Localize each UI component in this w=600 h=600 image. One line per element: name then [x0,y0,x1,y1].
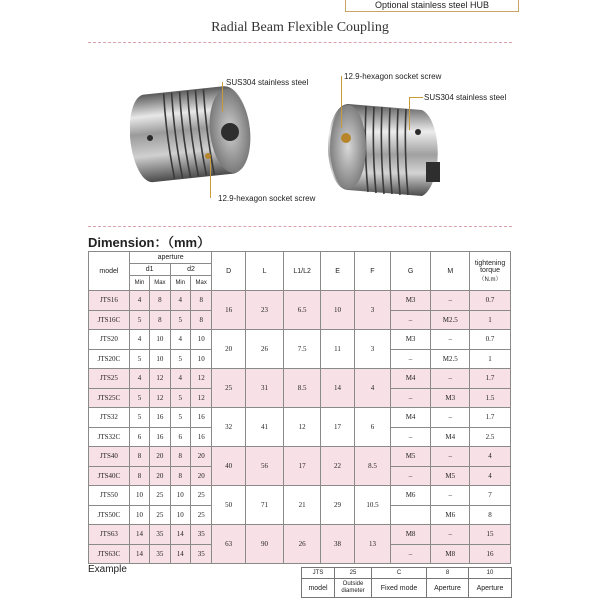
cell-L1L2: 7.5 [284,330,321,369]
callout-right-screw: 12.9-hexagon socket screw [344,72,442,81]
cell-M: – [431,408,470,428]
example-label: Example [88,564,127,575]
cell-D: 50 [212,486,245,525]
cell-G: M8 [390,525,431,545]
cell-M: M2.5 [431,310,470,330]
cell-M: – [431,486,470,506]
cell-d1max: 12 [150,369,170,389]
cell-D: 16 [212,291,245,330]
cell-d2max: 8 [190,310,211,330]
cell-d1max: 35 [150,544,170,564]
cell-d2min: 4 [170,369,190,389]
cell-d1max: 10 [150,330,170,350]
cell-torque: 0.7 [470,291,511,311]
table-row [89,369,511,389]
col-header-d1: d1 [129,264,170,276]
cell-d1min: 6 [129,427,149,447]
cell-d2min: 5 [170,388,190,408]
cell-d1min: 4 [129,369,149,389]
cell-G: – [390,427,431,447]
cell-F: 13 [355,525,390,564]
col-header-L: L [245,252,284,291]
cell-M: – [431,291,470,311]
cell-d1min: 5 [129,349,149,369]
cell-d1max: 25 [150,486,170,506]
example-code: 10 [469,568,512,579]
example-code: C [372,568,427,579]
cell-d2max: 10 [190,330,211,350]
cell-torque: 1.5 [470,388,511,408]
cell-model: JTS20 [89,330,130,350]
col-header-d1-min: Min [129,276,149,291]
callout-left-material: SUS304 stainless steel [226,78,309,87]
cell-F: 4 [355,369,390,408]
table-row [89,291,511,311]
example-meaning: Fixed mode [372,579,427,598]
cell-d1max: 25 [150,505,170,525]
cell-L: 56 [245,447,284,486]
callout-left-screw: 12.9-hexagon socket screw [218,194,316,203]
cell-F: 10.5 [355,486,390,525]
cell-torque: 16 [470,544,511,564]
cell-torque: 1 [470,310,511,330]
col-header-d2-min: Min [170,276,190,291]
cell-d1min: 8 [129,447,149,467]
cell-M: M4 [431,427,470,447]
cell-d2max: 20 [190,466,211,486]
cell-E: 14 [320,369,354,408]
cell-d1max: 35 [150,525,170,545]
cell-G: M4 [390,408,431,428]
cell-d1min: 10 [129,505,149,525]
col-header-M: M [431,252,470,291]
cell-L: 90 [245,525,284,564]
col-header-F: F [355,252,390,291]
cell-L1L2: 6.5 [284,291,321,330]
col-header-E: E [320,252,354,291]
cell-D: 40 [212,447,245,486]
section-divider [88,226,512,227]
cell-d2max: 35 [190,544,211,564]
cell-model: JTS25 [89,369,130,389]
cell-d1max: 8 [150,291,170,311]
cell-L1L2: 12 [284,408,321,447]
cell-d2max: 35 [190,525,211,545]
dimension-table [88,251,511,564]
example-meaning: Outside diameter [335,579,372,598]
cell-d1max: 12 [150,388,170,408]
cell-E: 38 [320,525,354,564]
cell-model: JTS16 [89,291,130,311]
table-row [89,447,511,467]
example-code: 25 [335,568,372,579]
cell-G: M3 [390,330,431,350]
cell-D: 63 [212,525,245,564]
cell-E: 22 [320,447,354,486]
cell-d1max: 20 [150,466,170,486]
cell-d2min: 10 [170,505,190,525]
cell-G: – [390,310,431,330]
cell-G: M3 [390,291,431,311]
cell-model: JTS32 [89,408,130,428]
cell-d1max: 8 [150,310,170,330]
cell-L1L2: 17 [284,447,321,486]
cell-model: JTS32C [89,427,130,447]
cell-G: M5 [390,447,431,467]
torque-unit: （N.m） [478,276,502,283]
table-row [89,486,511,506]
cell-model: JTS16C [89,310,130,330]
cell-torque: 8 [470,505,511,525]
coupling-photo-left [130,76,260,186]
cell-F: 8.5 [355,447,390,486]
cell-d2min: 5 [170,408,190,428]
cell-d2max: 25 [190,486,211,506]
col-header-d1-max: Max [150,276,170,291]
cell-d1min: 5 [129,408,149,428]
cell-M: M8 [431,544,470,564]
cell-d1min: 5 [129,388,149,408]
cell-d2min: 4 [170,291,190,311]
table-row [89,408,511,428]
cell-model: JTS25C [89,388,130,408]
cell-L: 26 [245,330,284,369]
cell-d2min: 10 [170,486,190,506]
example-table [301,567,512,598]
cell-L1L2: 8.5 [284,369,321,408]
cell-L: 71 [245,486,284,525]
cell-d2min: 6 [170,427,190,447]
cell-G: – [390,349,431,369]
cell-torque: 1.7 [470,408,511,428]
cell-G: – [390,388,431,408]
cell-d2max: 16 [190,408,211,428]
title-divider [88,42,512,43]
cell-L: 23 [245,291,284,330]
cell-model: JTS20C [89,349,130,369]
cell-d2min: 5 [170,349,190,369]
cell-d2max: 25 [190,505,211,525]
col-header-aperture: aperture [129,252,212,264]
table-row [89,330,511,350]
table-row [89,525,511,545]
col-header-d2: d2 [170,264,212,276]
cell-model: JTS40C [89,466,130,486]
cell-G: – [390,466,431,486]
cell-d1min: 5 [129,310,149,330]
cell-d1min: 14 [129,544,149,564]
cell-d1max: 16 [150,427,170,447]
cell-F: 3 [355,330,390,369]
col-header-D: D [212,252,245,291]
cell-model: JTS50 [89,486,130,506]
leader-line [341,76,343,128]
cell-E: 10 [320,291,354,330]
cell-M: M2.5 [431,349,470,369]
cell-d1max: 16 [150,408,170,428]
cell-D: 20 [212,330,245,369]
cell-G: M6 [390,486,431,506]
cell-d2min: 14 [170,525,190,545]
callout-right-material: SUS304 stainless steel [424,93,507,102]
leader-line [222,82,224,112]
cell-L1L2: 26 [284,525,321,564]
cell-M: – [431,369,470,389]
example-meaning: Aperture [469,579,512,598]
cell-d1min: 8 [129,466,149,486]
cell-L: 41 [245,408,284,447]
cell-M: M6 [431,505,470,525]
leader-line [210,158,212,198]
cell-E: 29 [320,486,354,525]
col-header-model: model [89,252,130,291]
example-meaning: Aperture [427,579,469,598]
leader-line [409,97,423,130]
cell-model: JTS40 [89,447,130,467]
cell-d1max: 10 [150,349,170,369]
dimension-heading: Dimension：（mm） [88,235,211,250]
cell-torque: 2.5 [470,427,511,447]
cell-d2max: 12 [190,388,211,408]
cell-d1max: 20 [150,447,170,467]
cell-d2min: 5 [170,310,190,330]
cell-d1min: 4 [129,291,149,311]
cell-torque: 7 [470,486,511,506]
cell-G [390,505,431,525]
cell-torque: 1 [470,349,511,369]
cell-d2max: 8 [190,291,211,311]
cell-torque: 1.7 [470,369,511,389]
example-code: 8 [427,568,469,579]
col-header-torque [470,252,511,291]
col-header-d2-max: Max [190,276,211,291]
option-banner: Optional stainless steel HUB [345,0,519,12]
page-title: Radial Beam Flexible Coupling [211,20,389,35]
cell-F: 3 [355,291,390,330]
cell-d1min: 14 [129,525,149,545]
cell-d2min: 8 [170,447,190,467]
torque-label: tightening torque [474,259,506,274]
cell-E: 11 [320,330,354,369]
cell-F: 6 [355,408,390,447]
col-header-L1L2: L1/L2 [284,252,321,291]
cell-model: JTS50C [89,505,130,525]
cell-d2min: 8 [170,466,190,486]
cell-torque: 4 [470,466,511,486]
cell-torque: 0.7 [470,330,511,350]
cell-model: JTS63C [89,544,130,564]
cell-G: – [390,544,431,564]
cell-L: 31 [245,369,284,408]
cell-E: 17 [320,408,354,447]
cell-M: M3 [431,388,470,408]
cell-M: – [431,330,470,350]
cell-d2max: 12 [190,369,211,389]
cell-d2max: 10 [190,349,211,369]
cell-d2min: 4 [170,330,190,350]
cell-G: M4 [390,369,431,389]
cell-D: 32 [212,408,245,447]
cell-torque: 4 [470,447,511,467]
cell-M: – [431,525,470,545]
cell-M: M5 [431,466,470,486]
cell-model: JTS63 [89,525,130,545]
cell-d1min: 10 [129,486,149,506]
cell-L1L2: 21 [284,486,321,525]
cell-torque: 15 [470,525,511,545]
cell-M: – [431,447,470,467]
cell-d2max: 16 [190,427,211,447]
example-code: JTS [302,568,335,579]
col-header-G: G [390,252,431,291]
cell-d2min: 14 [170,544,190,564]
cell-d2max: 20 [190,447,211,467]
cell-d1min: 4 [129,330,149,350]
cell-D: 25 [212,369,245,408]
example-meaning: model [302,579,335,598]
